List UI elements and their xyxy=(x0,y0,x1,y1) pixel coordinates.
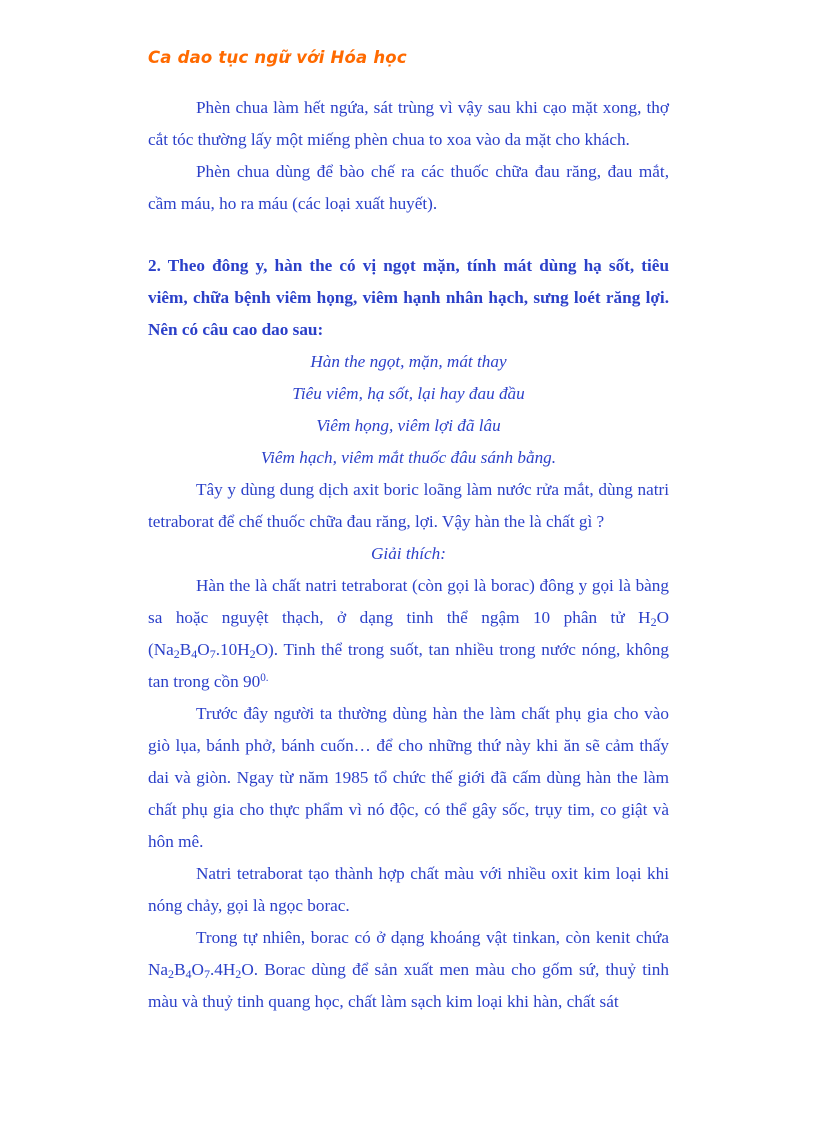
paragraph-borax-definition: Hàn the là chất natri tetraborat (còn gọi là borac) đông y gọi là bàng sa hoặc nguyệt thạch, ở dạng tinh thể ngậm 10 phân tử $H_2O$ $(Na_2B_4O_7.10H_2O)$. Tinh thể trong suốt, tan nhiều trong nước nóng, không tan trong cồn $90^{0.}$ xyxy=(148,576,669,691)
poem xyxy=(148,346,669,474)
paragraph-alum-medicine: Phèn chua dùng để bào chế ra các thuốc chữa đau răng, đau mắt, cầm máu, ho ra máu (các loại xuất huyết). xyxy=(148,162,669,213)
paragraph-question: Tây y dùng dung dịch axit boric loãng làm nước rửa mắt, dùng natri tetraborat để chế thuốc chữa đau răng, lợi. Vậy hàn the là chất gì ? xyxy=(148,480,669,531)
poem-line: Viêm họng, viêm lợi đã lâu xyxy=(316,416,501,435)
section-heading: 2. Theo đông y, hàn the có vị ngọt mặn, tính mát dùng hạ sốt, tiêu viêm, chữa bệnh viêm họng, viêm hạnh nhân hạch, sưng loét răng lợi. Nên có câu cao dao sau: xyxy=(148,256,669,339)
poem-line: Tiêu viêm, hạ sốt, lại hay đau đầu xyxy=(292,384,525,403)
document-body xyxy=(148,92,669,1018)
poem-line: Hàn the ngọt, mặn, mát thay xyxy=(310,352,507,371)
running-header: Ca dao tục ngữ với Hóa học xyxy=(148,48,407,67)
paragraph-borax-bead: Natri tetraborat tạo thành hợp chất màu với nhiều oxit kim loại khi nóng chảy, gọi là ngọc borac. xyxy=(148,864,669,915)
paragraph-borax-food-ban: Trước đây người ta thường dùng hàn the làm chất phụ gia cho vào giò lụa, bánh phở, bánh cuốn… để cho những thứ này khi ăn sẽ cảm thấy dai và giòn. Ngay từ năm 1985 tổ chức thế giới đã cấm dùng hàn the làm chất phụ gia cho thực phẩm vì nó độc, có thể gây sốc, trụy tim, co giật và hôn mê. xyxy=(148,704,669,851)
poem-line: Viêm hạch, viêm mắt thuốc đâu sánh bằng. xyxy=(260,448,557,467)
paragraph-borax-natural: Trong tự nhiên, borac có ở dạng khoáng vật tinkan, còn kenit chứa $Na_2B_4O_7.4H_2O$. Borac dùng để sản xuất men màu cho gốm sứ, thuỷ tinh màu và thuỷ tinh quang học, chất làm sạch kim loại khi hàn, chất sát xyxy=(148,928,669,1011)
explanation-label: Giải thích: xyxy=(371,544,446,563)
section-gap xyxy=(148,220,669,250)
paragraph-alum-shaving: Phèn chua làm hết ngứa, sát trùng vì vậy sau khi cạo mặt xong, thợ cắt tóc thường lấy một miếng phèn chua to xoa vào da mặt cho khách. xyxy=(148,98,669,149)
